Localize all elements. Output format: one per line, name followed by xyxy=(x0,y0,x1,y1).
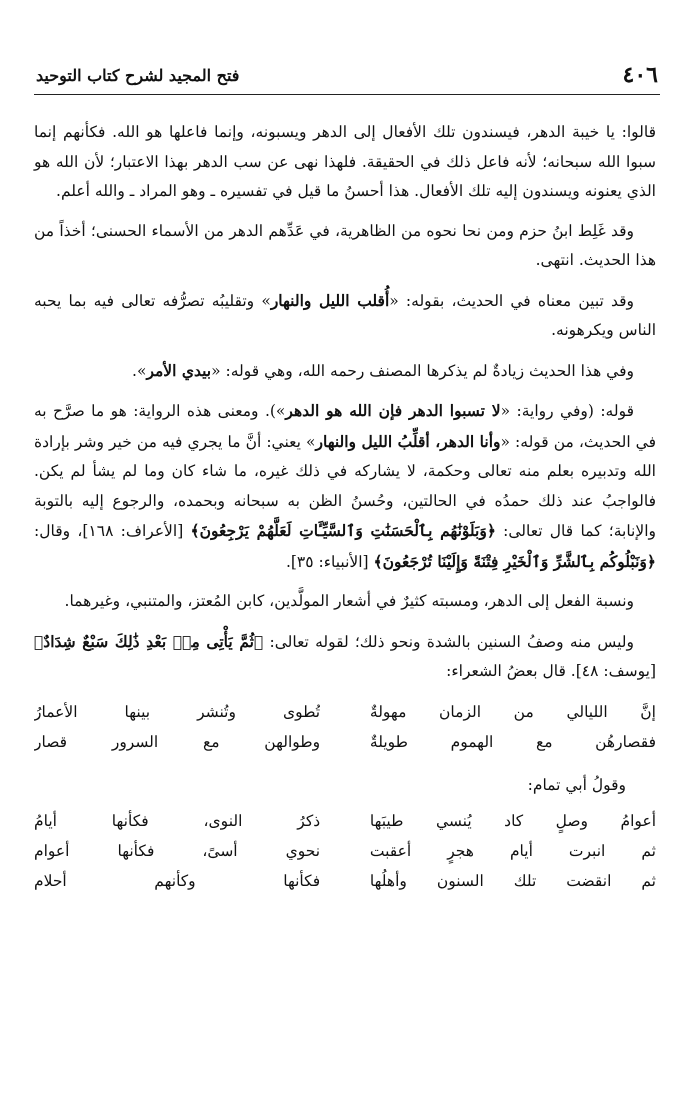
paragraph-4 xyxy=(34,356,656,387)
hadith-quote: أُقلب الليل والنهار xyxy=(270,290,390,310)
hemistich-second: فكأنها وكأنهم أحلام xyxy=(34,872,321,890)
text: [يوسف: ٤٨]. قال بعضُ الشعراء: xyxy=(446,662,656,680)
hemistich-second: ذكرُ النوى، فكأنها أيامُ xyxy=(34,812,321,830)
text: [الأنبياء: ٣٥]. xyxy=(285,552,374,571)
hemistich-second: تُطوى وتُنشر بينها الأعمارُ xyxy=(34,702,321,721)
paragraph-3 xyxy=(34,286,656,346)
hemistich-first: إنَّ الليالي من الزمان مهولةٌ xyxy=(369,702,656,721)
paragraph-6: ونسبة الفعل إلى الدهر، ومسبته كثيرٌ في أشعار المولَّدين، كابن المُعتز، والمتنبي، وغيرهما. xyxy=(64,592,634,610)
paragraph-7 xyxy=(34,627,656,687)
poem-intro: وقولُ أبي تمام: xyxy=(527,775,626,794)
paragraph-1: قالوا: يا خيبة الدهر، فيسندون تلك الأفعال إلى الدهر ويسبونه، وإنما فاعلها هو الله. فكأنهم إنما سبوا الله سبحانه؛ لأنه فاعل ذلك في الحقيقة. فلهذا نهى عن سب الدهر بهذا الاعتبار؛ لأن الله هو الذي يعنونه ويسندون إليه تلك الأفعال. هذا أحسنُ ما قيل في تفسيره ـ وهو المراد ـ والله أعلم. xyxy=(34,123,656,200)
text: » وتقليبُه تصرُّفه تعالى فيه بما يحبه الناس ويكرهونه. xyxy=(34,291,656,339)
paragraph-5 xyxy=(34,396,656,577)
quran-verse: ﴿وَبَلَوْنَٰهُم بِٱلْحَسَنَٰتِ وَٱلسَّيِّـَٔاتِ لَعَلَّهُمْ يَرْجِعُونَ﴾ xyxy=(190,521,496,540)
verse xyxy=(34,806,656,836)
page-number: ٤٠٦ xyxy=(622,62,658,88)
verse xyxy=(34,727,656,757)
verse xyxy=(34,866,656,896)
text: » يعني: أنَّ ما يجري فيه من خير وشر بإرادة الله وتدبيره بعلم منه تعالى وحكمة، لا يشاركه في ذلك غيره، ما شاء كان وما لم يشأ لم يكن. فالواجبُ عند ذلك حمدُه في الحالتين، وحُسنُ الظن به سبحانه وبحمده، والرجوع إليه بالتوبة والإنابة؛ كما قال تعالى: xyxy=(34,432,656,540)
hemistich-first: ثم انبرت أيام هجرٍ أعقبت xyxy=(369,842,656,860)
verse xyxy=(34,836,656,866)
text: وليس منه وصفُ السنين بالشدة ونحو ذلك؛ لقوله تعالى: xyxy=(263,632,634,651)
text: [الأعراف: ١٦٨]، وقال: xyxy=(34,522,191,540)
text: »). ومعنى هذه الرواية: هو ما صرَّح به في الحديث، من قوله: « xyxy=(34,402,657,451)
text: وفي هذا الحديث زيادةٌ لم يذكرها المصنف رحمه الله، وهي قوله: « xyxy=(211,361,634,380)
page-header xyxy=(34,62,660,95)
running-title: فتح المجيد لشرح كتاب التوحيد xyxy=(36,66,240,85)
hemistich-first: فقصارهُن مع الهموم طويلةٌ xyxy=(369,732,656,751)
text: قوله: (وفي رواية: « xyxy=(500,402,634,420)
quran-verse: ﴿ثُمَّ يَأْتِى مِنۢ بَعْدِ ذَٰلِكَ سَبْعٌ شِدَادٌ﴾ xyxy=(34,631,264,651)
poem-2 xyxy=(34,806,656,896)
hadith-quote: لا تسبوا الدهر فإن الله هو الدهر xyxy=(285,401,501,420)
hemistich-second: نحوي أسىً، فكأنها أعوام xyxy=(34,842,321,860)
page-body xyxy=(34,118,656,896)
hemistich-second: وطوالهن مع السرور قصار xyxy=(34,732,321,751)
quran-verse: ﴿وَنَبْلُوكُم بِٱلشَّرِّ وَٱلْخَيْرِ فِتْنَةً وَإِلَيْنَا تُرْجَعُونَ﴾ xyxy=(373,551,656,571)
hemistich-first: ثم انقضت تلك السنون وأهلُها xyxy=(369,872,656,890)
text: ». xyxy=(132,361,147,380)
verse xyxy=(34,697,656,727)
text: وقد تبين معناه في الحديث، بقوله: « xyxy=(389,291,635,310)
poem-1 xyxy=(34,697,656,757)
hemistich-first: أعوامُ وصلٍ كاد يُنسي طيبَها xyxy=(369,812,656,830)
paragraph-2: وقد غَلِط ابنُ حزم ومن نحا نحوه من الظاهرية، في عَدِّهم الدهر من الأسماء الحسنى؛ أخذاً من هذا الحديث. انتهى. xyxy=(34,221,656,269)
hadith-quote: وأنا الدهر، أقلِّبُ الليل والنهار xyxy=(315,431,501,451)
hadith-quote: بيدي الأمر xyxy=(146,360,212,380)
